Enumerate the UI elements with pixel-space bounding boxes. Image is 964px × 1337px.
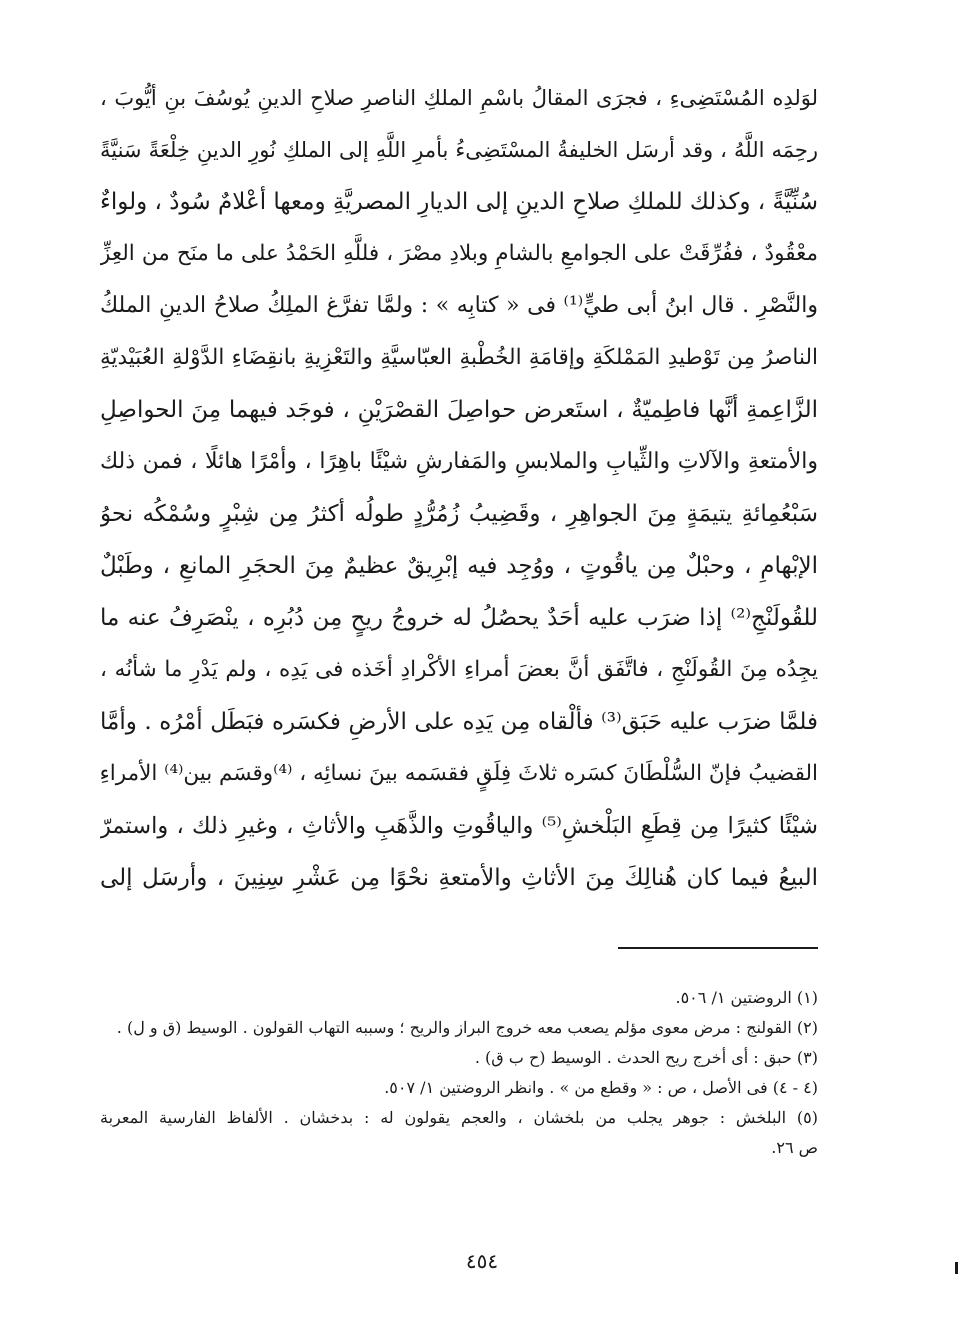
footnotes-block	[100, 983, 818, 1163]
text-line: الزَّاعِمةِ أنَّها فاطِميّةٌ ، استَعرض حواصِلَ القصْرَيْنِ ، فوجَد فيهما مِنَ الحواصِلِ	[100, 397, 818, 423]
text-line: والأمتعةِ والآلاتِ والثِّيابِ والملابسِ والمَفارشِ شيْئًا باهِرًا ، وأمْرًا هائلًا ، فمن ذلك	[100, 449, 818, 474]
text-line: يجِدُه مِنَ القُولَنْجِ ، فاتَّفَق أنَّ بعضَ أمراءِ الأكْرادِ أخَذه فى يَدِه ، ولم يَدْرِ ما شأنُه ،	[100, 657, 818, 682]
text-line: شيْئًا كثيرًا مِن قِطَعِ البَلْخشِ⁽⁵⁾ والياقُوتِ والذَّهَبِ والأثاثِ ، وغيرِ ذلك ، واستمرّ	[100, 813, 818, 839]
footnote-2: (٢) القولنج : مرض معوى مؤلم يصعب معه خروج البراز والريح ؛ وسببه التهاب القولون . الوسيط (ق و ل) .	[116, 1018, 818, 1037]
text-line: الناصرُ مِن تَوْطيدِ المَمْلكَةِ وإقامَةِ الخُطْبةِ العبّاسيَّةِ والتَعْزِيةِ بانقِضَاءِ الدَّوْلةِ العُبَيْديّةِ	[100, 345, 818, 370]
text-line: البيعُ فيما كان هُنالِكَ مِنَ الأثاثِ والأمتعةِ نحْوًا مِن عَشْرِ سِنِينَ ، وأرسَل إلى	[100, 865, 818, 891]
text-line: الإبْهامِ ، وحبْلٌ مِن ياقُوتٍ ، ووُجِد فيه إبْرِيقٌ عظيمٌ مِنَ الحجَرِ المانعِ ، وطَبْلٌ	[100, 553, 818, 579]
text-line: معْقُودٌ ، ففُرِّقَتْ على الجوامعِ بالشامِ وبلادِ مصْرَ ، فللَّهِ الحَمْدُ على ما منَح من العِزِّ	[100, 241, 818, 266]
text-line: لوَلدِه المُسْتَضِىءِ ، فجرَى المقالُ باسْمِ الملكِ الناصرِ صلاحِ الدينِ يُوسُفَ بنِ أيُّوبَ ،	[100, 86, 818, 110]
text-line: والنَّصْرِ . قال ابنُ أبى طيٍّ⁽¹⁾ فى « كتابِه » : ولمَّا تفرَّغ الملِكُ صلاحُ الدينِ الملكُ	[100, 293, 818, 318]
text-line: سَبْعُمِائةِ يتيمَةٍ مِنَ الجواهِرِ ، وقَضِيبُ زُمُرُّدٍ طولُه أكثرُ مِن شِبْرٍ وسُمْكُه نحوُ	[100, 501, 818, 527]
text-line: للقُولَنْجِ⁽²⁾ إذا ضرَب عليه أحَدٌ يحصُلُ له خروجُ ريحٍ مِن دُبُرِه ، ينْصَرِفُ عنه ما	[100, 605, 818, 631]
text-line: فلمَّا ضرَب عليه حَبَق⁽³⁾ فألْقاه مِن يَدِه على الأرضِ فكسَره فبَطَل أمْرُه . وأمَّا	[100, 709, 818, 735]
page-number: ٤٥٤	[465, 1249, 499, 1273]
footnote-5-continuation: ص ٢٦.	[771, 1138, 818, 1157]
footnote-3: (٣) حبق : أى أخرج ريح الحدث . الوسيط (ح ب ق) .	[474, 1048, 818, 1067]
text-line: رحِمَه اللَّهُ ، وقد أرسَل الخليفةُ المسْتَضِىءُ بأمرِ اللَّهِ إلى الملكِ نُورِ الدينِ خِلْعَةً سَنيَّةً	[100, 138, 818, 162]
footnote-separator	[618, 947, 818, 949]
footnote-4: (٤ - ٤) فى الأصل ، ص : « وقطع من » . وانظر الروضتين ١/ ٥٠٧.	[384, 1078, 818, 1097]
footnote-5: (٥) البلخش : جوهر يجلب من بلخشان ، والعجم يقولون له : بدخشان . الألفاظ الفارسية المعربة	[100, 1108, 818, 1127]
scan-edge-mark	[955, 1262, 958, 1274]
text-line: القضيبُ فإنّ السُّلْطَانَ كسَره ثلاثَ فِلَقٍ فقسَمه بينَ نسائِه ، ⁽⁴⁾وقسَم بين⁽⁴⁾ الأمراءِ	[100, 761, 818, 786]
main-text-block	[100, 72, 818, 904]
text-line: سُنِّيَّةً ، وكذلك للملكِ صلاحِ الدينِ إلى الديارِ المصريَّةِ ومعها أعْلامٌ سُودٌ ، ولواءٌ	[100, 189, 818, 215]
footnote-1: (١) الروضتين ١/ ٥٠٦.	[675, 988, 818, 1007]
